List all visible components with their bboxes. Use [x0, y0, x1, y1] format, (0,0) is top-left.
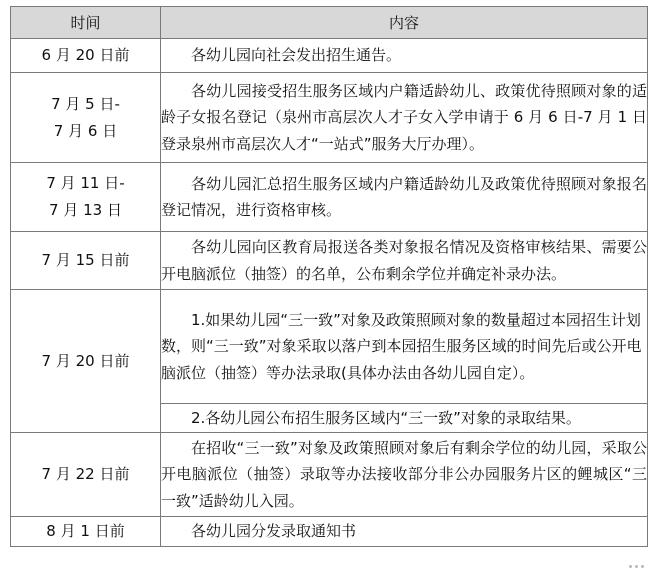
date-cell — [11, 163, 161, 232]
content-cell — [161, 39, 648, 73]
date-cell — [11, 39, 161, 73]
date-cell — [11, 232, 161, 290]
header-content: 内容 — [161, 7, 648, 39]
table-row — [11, 517, 648, 547]
table-row — [11, 39, 648, 73]
content-text: 各幼儿园汇总招生服务区域内户籍适龄幼儿及政策优待照顾对象报名登记情况，进行资格审核。 — [161, 174, 647, 219]
enrollment-schedule-table — [10, 6, 648, 547]
table-row — [11, 73, 648, 163]
corner-dots-mark — [629, 553, 651, 559]
table-row — [11, 232, 648, 290]
date-text: 7 月 6 日 — [53, 121, 118, 140]
date-cell — [11, 433, 161, 517]
content-cell — [161, 73, 648, 163]
content-cell — [161, 404, 648, 433]
date-text: 6 月 20 日前 — [41, 46, 130, 64]
content-text: 各幼儿园向区教育局报送各类对象报名情况及资格审核结果、需要公开电脑派位（抽签）的名单，公布剩余学位并确定补录办法。 — [161, 238, 647, 283]
content-cell — [161, 163, 648, 232]
date-cell — [11, 73, 161, 163]
content-text: 1.如果幼儿园“三一致”对象及政策照顾对象的数量超过本园招生计划数，则“三一致”对象采取以落户到本园招生服务区域的时间先后或公开电脑派位（抽签）等办法录取(具体办法由各幼儿园自定）。 — [161, 310, 642, 382]
content-text: 各幼儿园分发录取通知书 — [191, 522, 357, 541]
date-text: 7 月 5 日- — [51, 94, 120, 113]
table-header-row — [11, 7, 648, 39]
content-cell — [161, 290, 648, 404]
date-text: 7 月 11 日- — [46, 174, 125, 192]
content-text: 2.各幼儿园公布招生服务区域内“三一致”对象的录取结果。 — [191, 408, 581, 427]
date-text: 7 月 15 日前 — [41, 251, 130, 269]
content-cell — [161, 232, 648, 290]
date-text: 7 月 13 日 — [49, 201, 122, 219]
date-text: 7 月 22 日前 — [41, 465, 130, 483]
date-cell — [11, 290, 161, 433]
content-text: 各幼儿园接受招生服务区域内户籍适龄幼儿、政策优待照顾对象的适龄子女报名登记（泉州市高层次人才子女入学申请于 6 月 6 日-7 月 1 日登录泉州市高层次人才“一站式”服务大厅办理）。 — [161, 81, 647, 153]
content-text: 各幼儿园向社会发出招生通告。 — [191, 46, 402, 65]
date-text: 7 月 20 日前 — [41, 351, 130, 370]
content-cell — [161, 517, 648, 547]
content-text: 在招收“三一致”对象及政策照顾对象后有剩余学位的幼儿园，采取公开电脑派位（抽签）录取等办法接收部分非公办园服务片区的鲤城区“三一致”适龄幼儿入园。 — [161, 438, 647, 510]
header-time: 时间 — [11, 7, 161, 39]
content-cell — [161, 433, 648, 517]
table-row — [11, 290, 648, 404]
table-row — [11, 433, 648, 517]
date-cell — [11, 517, 161, 547]
date-text: 8 月 1 日前 — [46, 522, 125, 540]
table-row — [11, 163, 648, 232]
